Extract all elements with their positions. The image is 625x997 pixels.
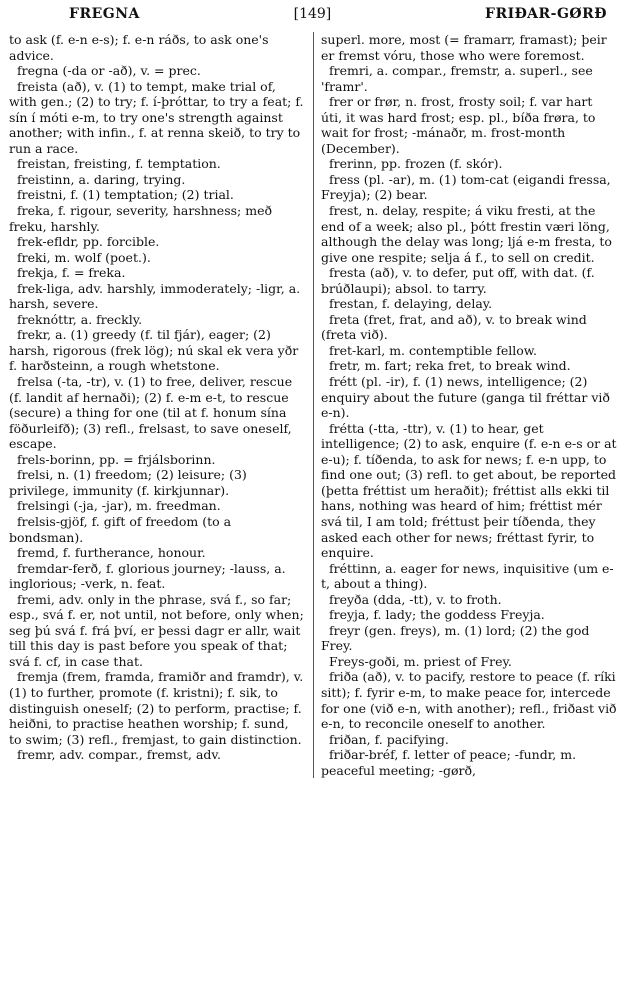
dictionary-entry: frelsingi (-ja, -jar), m. freedman. <box>17 498 221 514</box>
dictionary-entry: fremdar-ferð, f. glorious journey; -lauss, a. inglorious; -verk, n. feat. <box>9 560 286 592</box>
dictionary-entry: Freys-goði, m. priest of Frey. <box>329 653 512 669</box>
dictionary-entry: freknóttr, a. freckly. <box>17 311 143 327</box>
dictionary-entry: frer or frør, n. frost, frosty soil; f. var hart úti, it was hard frost; esp. pl., bíða frøra, to wait for frost; -mánaðr, m. frost-month (December). <box>321 94 596 156</box>
dictionary-entry: freyr (gen. freys), m. (1) lord; (2) the god Frey. <box>321 622 590 654</box>
dictionary-entry: friða (að), v. to pacify, restore to peace (f. ríki sitt); f. fyrir e-m, to make peace for, intercede for one (við e-n, with another); refl., friðast við e-n, to reconcile oneself to another. <box>321 669 617 732</box>
dictionary-entry: freista (að), v. (1) to tempt, make trial of, with gen.; (2) to try; f. í-þróttar, to try a feat; f. sín í móti e-m, to try one's strength against another; with infin., f. at renna skeið, to try to run a race. <box>9 78 304 156</box>
dictionary-entry: freyja, f. lady; the goddess Freyja. <box>329 607 545 623</box>
dictionary-entry: superl. more, most (= framarr, framast); þeir er fremst vóru, those who were foremost. <box>321 32 607 63</box>
dictionary-entry: frerinn, pp. frozen (f. skór). <box>329 156 503 172</box>
dictionary-entry: freka, f. rigour, severity, harshness; með freku, harshly. <box>9 203 272 234</box>
dictionary-entry: freistinn, a. daring, trying. <box>17 171 186 187</box>
dictionary-entry: fremd, f. furtherance, honour. <box>17 545 206 561</box>
dictionary-entry: frekja, f. = freka. <box>17 265 126 281</box>
dictionary-entry: frek-liga, adv. harshly, immoderately; -ligr, a. harsh, severe. <box>9 280 301 312</box>
dictionary-entry: frelsa (-ta, -tr), v. (1) to free, deliver, rescue (f. landit af hernaði); (2) f. e-m e-t, to rescue (secure) a thing for one (til at f. honum sína föðurleifð); (3) refl., frelsast, to save oneself, escape. <box>9 374 293 452</box>
dictionary-entry: fress (pl. -ar), m. (1) tom-cat (eigandi fressa, Freyja); (2) bear. <box>321 171 611 203</box>
dictionary-entry: freistni, f. (1) temptation; (2) trial. <box>17 187 234 203</box>
dictionary-entry: frétt (pl. -ir), f. (1) news, intelligence; (2) enquiry about the future (ganga til fréttar við e-n). <box>321 374 610 421</box>
dictionary-entry: frest, n. delay, respite; á viku fresti, at the end of a week; also pl., þótt frestin væri löng, although the delay was long; ljá e-m fresta, to give one respite; selja á f., to sell on credit. <box>321 203 612 265</box>
left-column <box>9 32 305 778</box>
dictionary-entry: fremr, adv. compar., fremst, adv. <box>17 747 221 763</box>
dictionary-entry: fresta (að), v. to defer, put off, with dat. (f. brúðlaupi); absol. to tarry. <box>321 265 595 296</box>
page-header <box>9 6 617 28</box>
dictionary-entry: fret-karl, m. contemptible fellow. <box>329 342 537 358</box>
dictionary-entry: to ask (f. e-n e-s); f. e-n ráðs, to ask one's advice. <box>9 32 269 63</box>
dictionary-entry: frelsis-gjöf, f. gift of freedom (to a bondsman). <box>9 513 232 545</box>
left-running-headword: FREGNA <box>69 6 140 22</box>
dictionary-entry: fregna (-da or -að), v. = prec. <box>17 63 201 79</box>
dictionary-entry: frétta (-tta, -ttr), v. (1) to hear, get intelligence; (2) to ask, enquire (f. e-n e-s or at e-u); f. tíðenda, to ask for news; f. e-n upp, to find one out; (3) refl. to get about, be reported (þetta fréttist um heraðit); fréttist alls ekki til hans, nothing was heard of him; fréttist mér svá til, I am told; fréttust þeir tíðenda, they asked each other for news; fréttast fyrir, to enquire. <box>321 420 617 561</box>
dictionary-entry: freistan, freisting, f. temptation. <box>17 156 221 172</box>
right-running-headword: FRIÐAR-GØRÐ <box>485 6 607 22</box>
dictionary-entry: fréttinn, a. eager for news, inquisitive (um e-t, about a thing). <box>321 560 614 592</box>
dictionary-entry: friðar-bréf, f. letter of peace; -fundr, m. peaceful meeting; -gørð, <box>321 747 577 778</box>
dictionary-entry: frestan, f. delaying, delay. <box>329 296 493 312</box>
dictionary-entry: frelsi, n. (1) freedom; (2) leisure; (3) privilege, immunity (f. kirkjunnar). <box>9 467 247 498</box>
dictionary-entry: freyða (dda, -tt), v. to froth. <box>329 591 502 607</box>
columns <box>9 32 617 778</box>
dictionary-entry: frekr, a. (1) greedy (f. til fjár), eager; (2) harsh, rigorous (frek lög); nú skal ek vera yðr f. harðsteinn, a rough whetstone. <box>9 327 299 374</box>
dictionary-entry: freta (fret, frat, and að), v. to break wind (freta við). <box>321 311 587 343</box>
dictionary-entry: frek-efldr, pp. forcible. <box>17 234 160 250</box>
dictionary-entry: fremri, a. compar., fremstr, a. superl., see 'framr'. <box>321 63 593 94</box>
dictionary-entry: fremi, adv. only in the phrase, svá f., so far; esp., svá f. er, not until, not before, only when; seg þú svá f. frá því, er þessi dagr er allr, wait till this day is past before you speak of that; svá f. cf, in case that. <box>9 591 304 669</box>
dictionary-entry: freki, m. wolf (poet.). <box>17 249 151 265</box>
right-column <box>321 32 617 778</box>
column-divider <box>313 32 314 778</box>
dictionary-entry: frels-borinn, pp. = frjálsborinn. <box>17 451 216 467</box>
dictionary-entry: fretr, m. fart; reka fret, to break wind. <box>329 358 571 374</box>
dictionary-entry: friðan, f. pacifying. <box>329 731 449 747</box>
dictionary-entry: fremja (frem, framda, framiðr and framdr), v. (1) to further, promote (f. kristni); f. sik, to distinguish oneself; (2) to perform, practise; f. heiðni, to practise heathen worship; f. sund, to swim; (3) refl., fremjast, to gain distinction. <box>9 669 304 747</box>
page-number: [149] <box>293 6 332 22</box>
